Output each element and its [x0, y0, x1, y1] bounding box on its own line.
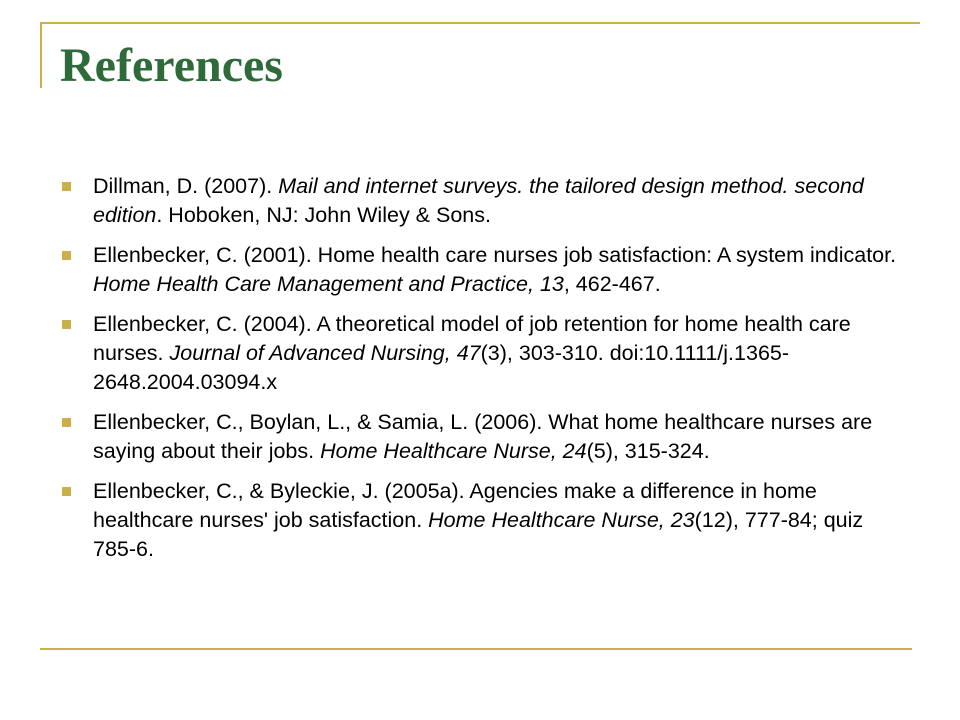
- reference-source: Home Healthcare Nurse, 24: [320, 439, 587, 463]
- reference-source: Home Healthcare Nurse, 23: [428, 508, 695, 532]
- reference-text: Ellenbecker, C., & Byleckie, J. (2005a). Agencies make a difference in home healthcare nurses' job satisfaction.: [93, 479, 817, 532]
- reference-text: (3), 303-310. doi:10.1111/j.1365-2648.2004.03094.x: [93, 341, 790, 394]
- square-bullet-icon: [62, 251, 71, 260]
- square-bullet-icon: [62, 320, 71, 329]
- reference-text: Ellenbecker, C. (2004). A theoretical model of job retention for home health care nurses.: [93, 312, 851, 365]
- top-border-line: [40, 22, 920, 24]
- reference-item: [60, 477, 910, 564]
- square-bullet-icon: [62, 418, 71, 427]
- reference-item: [60, 241, 910, 299]
- reference-item: [60, 408, 910, 466]
- reference-text: Ellenbecker, C. (2001). Home health care nurses job satisfaction: A system indicator.: [93, 243, 897, 267]
- reference-source: Journal of Advanced Nursing, 47: [169, 341, 481, 365]
- reference-text: , 462-467.: [563, 272, 661, 296]
- left-border-line: [40, 22, 42, 88]
- reference-list: [60, 172, 910, 575]
- reference-source: Home Health Care Management and Practice, 13: [93, 272, 564, 296]
- reference-text: Dillman, D. (2007).: [93, 174, 279, 198]
- square-bullet-icon: [62, 182, 71, 191]
- reference-text: . Hoboken, NJ: John Wiley & Sons.: [156, 203, 491, 227]
- reference-text: Ellenbecker, C., Boylan, L., & Samia, L. (2006). What home healthcare nurses are saying about their jobs.: [93, 410, 873, 463]
- reference-text: (12), 777-84; quiz 785-6.: [93, 508, 864, 561]
- slide-title: References: [60, 39, 283, 92]
- reference-source: Mail and internet surveys. the tailored design method. second edition: [93, 174, 864, 227]
- square-bullet-icon: [62, 487, 71, 496]
- reference-text: (5), 315-324.: [586, 439, 710, 463]
- reference-item: [60, 310, 910, 397]
- reference-item: [60, 172, 910, 230]
- bottom-border-line: [40, 648, 912, 650]
